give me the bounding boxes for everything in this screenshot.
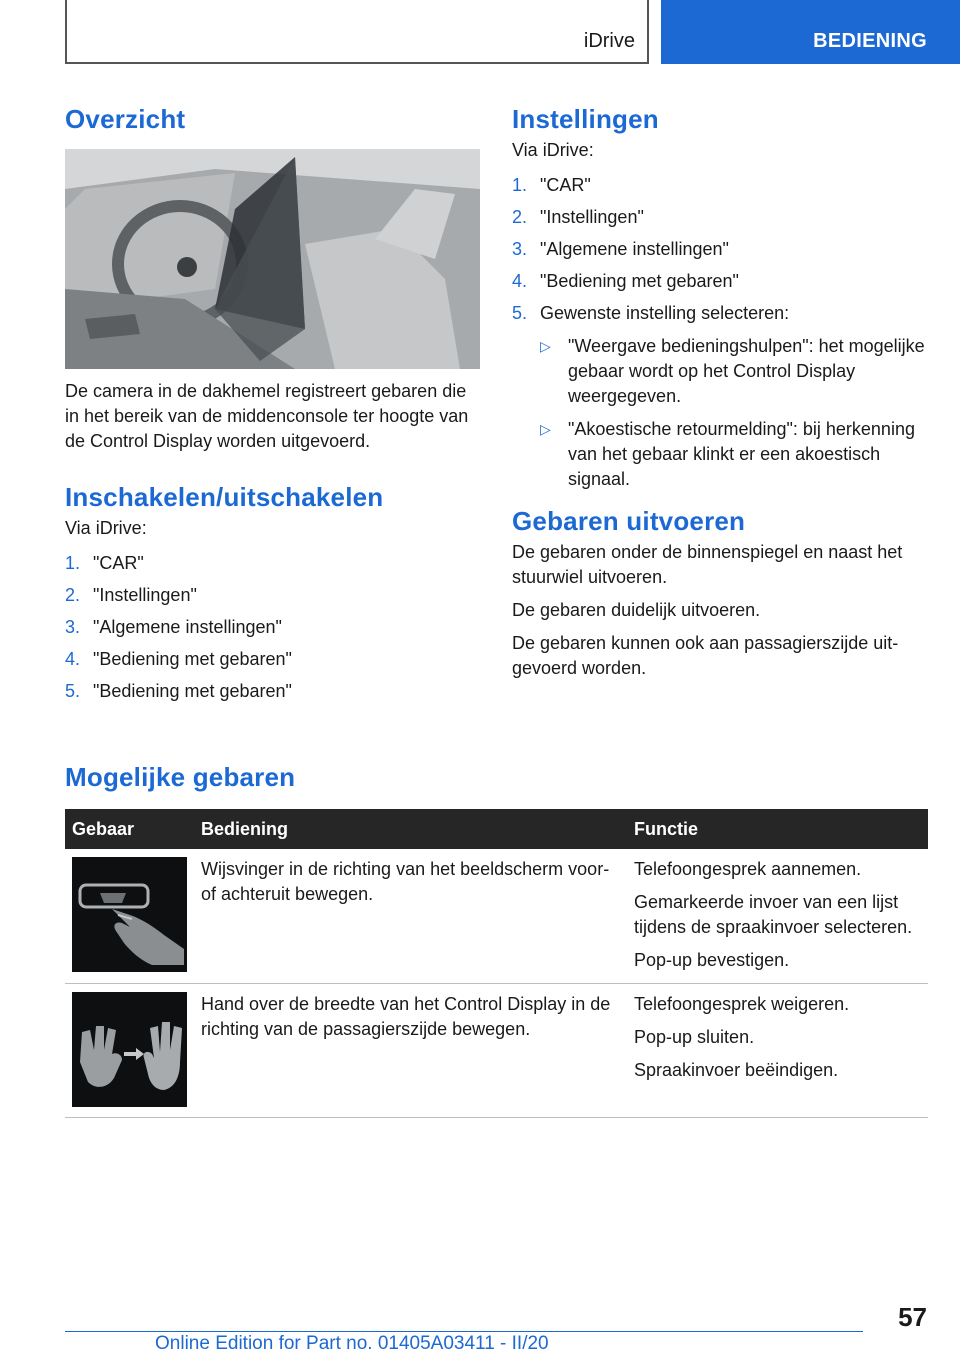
perform-paragraph: De gebaren duidelijk uitvoeren. [512, 600, 761, 620]
right-column [512, 100, 930, 681]
overview-heading: Overzicht [65, 104, 186, 134]
perform-paragraph: De gebaren kunnen ook aan passagierszijde uitgevoerd worden. [512, 633, 899, 678]
operation-cell [194, 984, 627, 1118]
function-text: Pop-up bevestigen. [634, 950, 790, 970]
step-number: 2. [512, 207, 528, 227]
step-text: "Algemene instellingen" [540, 239, 729, 259]
chapter-tab-label: BEDIENING [813, 30, 927, 52]
function-text: Spraakinvoer beëindigen. [634, 1060, 839, 1080]
function-text: Telefoongesprek weigeren. [634, 994, 850, 1014]
step-number: 4. [65, 649, 81, 669]
step-number: 3. [65, 617, 81, 637]
list-item [65, 551, 480, 576]
settings-intro: Via iDrive: [512, 140, 594, 160]
header-box [65, 0, 649, 64]
triangle-bullet-icon: ▷ [540, 338, 551, 354]
step-text: "Algemene instellingen" [93, 617, 282, 637]
step-text: "Instellingen" [540, 207, 644, 227]
step-text: Gewenste instelling selecteren: [540, 303, 790, 323]
list-item [512, 205, 930, 230]
list-item [512, 173, 930, 198]
finger-tap-icon [72, 857, 187, 972]
gestures-heading: Mogelijke gebaren [65, 762, 296, 792]
gesture-cell [65, 849, 194, 984]
step-number: 2. [65, 585, 81, 605]
sub-option-text: "Akoestische retourmelding": bij herkenning van het gebaar klinkt er een akoestisch signaal. [568, 419, 915, 489]
operation-cell [194, 849, 627, 984]
function-text: Gemarkeerde invoer van een lijst tijdens de spraakinvoer selecteren. [634, 892, 913, 937]
function-cell [627, 849, 928, 984]
overview-text: De camera in de dakhemel registreert gebaren die in het bereik van de middenconsole ter hoogte van de Control Display worden uitgevoerd. [65, 381, 469, 451]
step-number: 5. [512, 303, 528, 323]
footer-edition: Online Edition for Part no. 01405A03411 - II/20 [155, 1333, 549, 1354]
table-row [65, 849, 928, 984]
step-text: "Bediening met gebaren" [540, 271, 739, 291]
table-row [65, 984, 928, 1118]
list-item [65, 647, 480, 672]
triangle-bullet-icon: ▷ [540, 421, 551, 437]
column-header: Gebaar [65, 809, 194, 849]
list-item [65, 615, 480, 640]
car-interior-illustration [65, 149, 480, 369]
function-text: Telefoongesprek aannemen. [634, 859, 862, 879]
toggle-heading: Inschakelen/uitschakelen [65, 482, 384, 512]
list-item [540, 334, 930, 409]
toggle-steps [65, 551, 480, 704]
column-header: Bediening [194, 809, 627, 849]
sub-option-text: "Weergave bedieningshulpen": het mogelijke gebaar wordt op het Control Display weergegeven. [568, 336, 925, 406]
column-header: Functie [627, 809, 928, 849]
settings-heading: Instellingen [512, 104, 659, 134]
step-text: "Instellingen" [93, 585, 197, 605]
car-interior-image [65, 149, 480, 369]
list-item [512, 237, 930, 262]
table-header-row [65, 809, 928, 849]
perform-paragraph: De gebaren onder de binnenspiegel en naast het stuurwiel uitvoeren. [512, 542, 903, 587]
step-number: 4. [512, 271, 528, 291]
footer-divider [65, 1331, 863, 1332]
gestures-table [65, 809, 928, 1118]
hand-swipe-icon [72, 992, 187, 1107]
header-title: iDrive [583, 30, 635, 52]
operation-text: Wijsvinger in de richting van het beeldscherm voor- of achteruit bewegen. [201, 859, 610, 904]
step-number: 1. [65, 553, 81, 573]
step-text: "CAR" [93, 553, 144, 573]
step-number: 1. [512, 175, 528, 195]
left-column [65, 100, 480, 711]
toggle-intro: Via iDrive: [65, 518, 147, 538]
operation-text: Hand over de breedte van het Control Display in de richting van de passagierszijde bewegen. [201, 994, 611, 1039]
step-number: 3. [512, 239, 528, 259]
list-item [512, 269, 930, 294]
step-number: 5. [65, 681, 81, 701]
step-text: "Bediening met gebaren" [93, 649, 292, 669]
list-item [512, 301, 930, 492]
perform-heading: Gebaren uitvoeren [512, 506, 746, 536]
list-item [540, 417, 930, 492]
list-item [65, 583, 480, 608]
chapter-tab [661, 0, 960, 64]
gesture-cell [65, 984, 194, 1118]
list-item [65, 679, 480, 704]
step-text: "CAR" [540, 175, 591, 195]
function-text: Pop-up sluiten. [634, 1027, 755, 1047]
step-text: "Bediening met gebaren" [93, 681, 292, 701]
settings-sub-options [540, 334, 930, 492]
page-number: 57 [898, 1302, 927, 1332]
function-cell [627, 984, 928, 1118]
settings-steps [512, 173, 930, 492]
